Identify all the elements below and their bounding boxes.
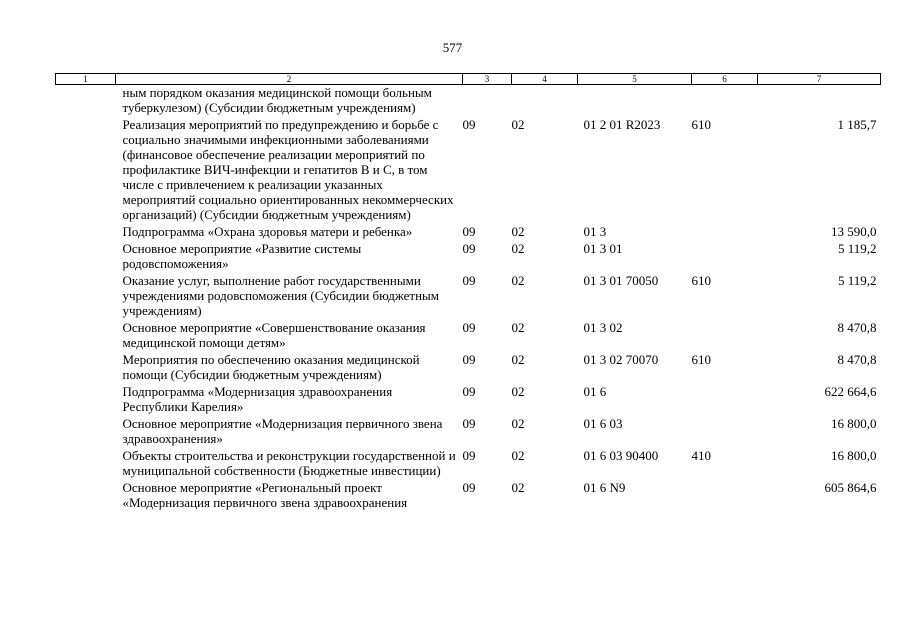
table-row (56, 416, 881, 448)
target-article-code: 01 6 (583, 384, 607, 399)
table-row (56, 320, 881, 352)
subsection-code: 02 (511, 224, 525, 239)
row-index-cell (56, 480, 116, 512)
expense-type-code: 410 (691, 448, 711, 463)
row-index-cell (56, 416, 116, 448)
subsection-code: 02 (511, 384, 525, 399)
item-name: Основное мероприятие «Развитие системы родовспоможения» (122, 241, 362, 271)
item-name: Подпрограмма «Охрана здоровья матери и ребенка» (122, 224, 413, 239)
column-number: 7 (758, 74, 881, 85)
table-row (56, 241, 881, 273)
table-row (56, 224, 881, 241)
subsection-code (512, 85, 578, 118)
section-code (463, 85, 512, 118)
target-article-code: 01 3 01 70050 (583, 273, 659, 288)
expense-type-code (692, 224, 758, 241)
item-name: Оказание услуг, выполнение работ государственными учреждениями родовспоможения (Субсидии бюджетным учреждениям) (122, 273, 439, 318)
subsection-code: 02 (511, 480, 525, 495)
target-article-code: 01 6 03 90400 (583, 448, 659, 463)
subsection-code: 02 (511, 448, 525, 463)
expense-type-code (692, 241, 758, 273)
row-index-cell (56, 448, 116, 480)
row-index-cell (56, 85, 116, 118)
expense-type-code: 610 (691, 273, 711, 288)
amount: 5 119,2 (837, 241, 877, 256)
expense-type-code (692, 85, 758, 118)
table-row (56, 448, 881, 480)
table-row (56, 384, 881, 416)
column-number: 5 (578, 74, 692, 85)
subsection-code: 02 (511, 117, 525, 132)
section-code: 09 (462, 273, 476, 288)
section-code: 09 (462, 117, 476, 132)
target-article-code: 01 3 01 (583, 241, 623, 256)
item-name: Основное мероприятие «Модернизация первичного звена здравоохранения» (122, 416, 443, 446)
row-index-cell (56, 384, 116, 416)
expense-type-code: 610 (691, 352, 711, 367)
section-code: 09 (462, 384, 476, 399)
table-row (56, 273, 881, 320)
amount: 622 664,6 (824, 384, 877, 399)
row-index-cell (56, 273, 116, 320)
item-name: Основное мероприятие «Совершенствование оказания медицинской помощи детям» (122, 320, 426, 350)
section-code: 09 (462, 224, 476, 239)
target-article-code (578, 85, 692, 118)
table-row (56, 480, 881, 512)
expense-type-code (692, 416, 758, 448)
expense-type-code (692, 320, 758, 352)
row-index-cell (56, 320, 116, 352)
column-number-row (56, 74, 881, 85)
page-number: 577 (442, 40, 463, 55)
section-code: 09 (462, 480, 476, 495)
section-code: 09 (462, 416, 476, 431)
item-name: Мероприятия по обеспечению оказания медицинской помощи (Субсидии бюджетным учреждениям) (122, 352, 420, 382)
budget-table (55, 73, 881, 512)
item-name: Объекты строительства и реконструкции государственной и муниципальной собственности (Бюджетные инвестиции) (122, 448, 456, 478)
table-row (56, 117, 881, 224)
amount: 8 470,8 (837, 320, 877, 335)
item-name: Подпрограмма «Модернизация здравоохранения Республики Карелия» (122, 384, 393, 414)
subsection-code: 02 (511, 416, 525, 431)
subsection-code: 02 (511, 352, 525, 367)
expense-type-code (692, 480, 758, 512)
amount: 16 800,0 (831, 448, 877, 463)
item-name: ным порядком оказания медицинской помощи больным туберкулезом) (Субсидии бюджетным учреждениям) (122, 85, 432, 115)
target-article-code: 01 2 01 R2023 (583, 117, 661, 132)
target-article-code: 01 3 (583, 224, 607, 239)
target-article-code: 01 3 02 (583, 320, 623, 335)
subsection-code: 02 (511, 320, 525, 335)
item-name: Реализация мероприятий по предупреждению и борьбе с социально значимыми инфекционными заболеваниями (финансовое обеспечение реализации мероприятий по профилактике ВИЧ-инфекции и гепатитов B и C, в том числе с привлечением к реализации указанных мероприятий социально ориентированных некоммерческих организаций) (Субсидии бюджетным учреждениям) (122, 117, 454, 222)
column-number: 6 (692, 74, 758, 85)
amount: 8 470,8 (837, 352, 877, 367)
column-number: 1 (56, 74, 116, 85)
column-number: 2 (116, 74, 463, 85)
row-index-cell (56, 224, 116, 241)
amount: 1 185,7 (837, 117, 877, 132)
table-row (56, 352, 881, 384)
expense-type-code: 610 (691, 117, 711, 132)
amount: 16 800,0 (831, 416, 877, 431)
amount: 13 590,0 (831, 224, 877, 239)
item-name: Основное мероприятие «Региональный проект «Модернизация первичного звена здравоохранения (122, 480, 408, 510)
amount: 605 864,6 (824, 480, 877, 495)
column-number: 3 (463, 74, 512, 85)
row-index-cell (56, 117, 116, 224)
section-code: 09 (462, 448, 476, 463)
expense-type-code (692, 384, 758, 416)
section-code: 09 (462, 352, 476, 367)
target-article-code: 01 6 03 (583, 416, 623, 431)
row-index-cell (56, 241, 116, 273)
subsection-code: 02 (511, 273, 525, 288)
target-article-code: 01 3 02 70070 (583, 352, 659, 367)
section-code: 09 (462, 320, 476, 335)
section-code: 09 (462, 241, 476, 256)
table-row (56, 85, 881, 118)
target-article-code: 01 6 N9 (583, 480, 626, 495)
amount (758, 85, 881, 118)
column-number: 4 (512, 74, 578, 85)
row-index-cell (56, 352, 116, 384)
subsection-code: 02 (511, 241, 525, 256)
amount: 5 119,2 (837, 273, 877, 288)
